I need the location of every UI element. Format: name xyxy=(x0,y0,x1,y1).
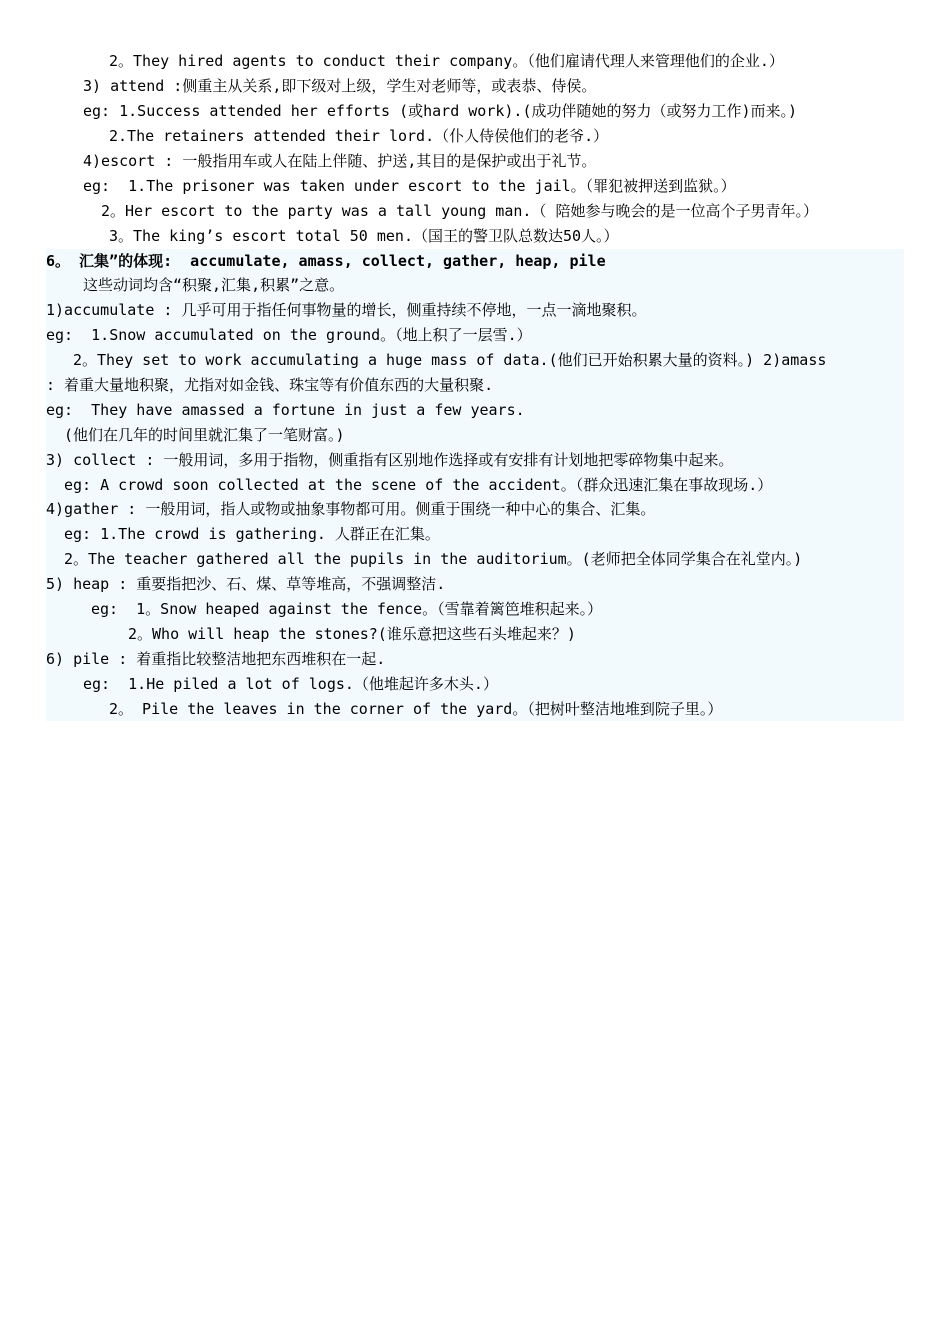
text-line: eg: A crowd soon collected at the scene of the accident。（群众迅速汇集在事故现场.） xyxy=(64,476,773,494)
text-line: : 着重大量地积聚，尤指对如金钱、珠宝等有价值东西的大量积聚. xyxy=(46,376,494,394)
text-line: 3。The king’s escort total 50 men.（国王的警卫队总数达50人。） xyxy=(109,227,619,245)
text-line: (他们在几年的时间里就汇集了一笔财富。) xyxy=(64,426,345,444)
text-line: eg: 1.He piled a lot of logs.（他堆起许多木头.） xyxy=(83,675,498,693)
section-heading: 6。 汇集”的体现: accumulate, amass, collect, gather, heap, pile xyxy=(46,252,606,270)
text-line: eg: 1.Success attended her efforts (或hard work).(成功伴随她的努力（或努力工作)而来。) xyxy=(83,102,798,120)
text-line: 这些动词均含“积聚,汇集,积累”之意。 xyxy=(83,276,345,294)
text-line: 2.The retainers attended their lord.（仆人侍侯他们的老爷.） xyxy=(109,127,609,145)
text-line: 5) heap : 重要指把沙、石、煤、草等堆高，不强调整洁. xyxy=(46,575,446,593)
text-line: 2。They set to work accumulating a huge mass of data.(他们已开始积累大量的资料。) 2)amass xyxy=(73,351,827,369)
text-line: 6) pile : 着重指比较整洁地把东西堆积在一起. xyxy=(46,650,386,668)
text-line: eg: 1.The crowd is gathering. 人群正在汇集。 xyxy=(64,525,440,543)
text-line: eg: 1.Snow accumulated on the ground。（地上积了一层雪.） xyxy=(46,326,532,344)
text-line: eg: They have amassed a fortune in just a few years. xyxy=(46,401,525,419)
text-line: 4)escort : 一般指用车或人在陆上伴随、护送,其目的是保护或出于礼节。 xyxy=(83,152,597,170)
text-line: 3) attend :侧重主从关系,即下级对上级，学生对老师等，或表恭、侍侯。 xyxy=(83,77,597,95)
text-line: 2。Her escort to the party was a tall young man.（ 陪她参与晚会的是一位高个子男青年。） xyxy=(101,202,818,220)
text-line: 2。 Pile the leaves in the corner of the yard。（把树叶整洁地堆到院子里。） xyxy=(109,700,723,718)
text-line: eg: 1。Snow heaped against the fence。（雪靠着篱笆堆积起来。） xyxy=(91,600,603,618)
text-line: 2。The teacher gathered all the pupils in the auditorium。(老师把全体同学集合在礼堂内。) xyxy=(64,550,803,568)
text-line: 1)accumulate : 几乎可用于指任何事物量的增长，侧重持续不停地，一点一滴地聚积。 xyxy=(46,301,647,319)
text-line: 2。Who will heap the stones?(谁乐意把这些石头堆起来？) xyxy=(128,625,576,643)
text-line: eg: 1.The prisoner was taken under escort to the jail。（罪犯被押送到监狱。） xyxy=(83,177,736,195)
text-line: 3) collect : 一般用词，多用于指物，侧重指有区别地作选择或有安排有计划地把零碎物集中起来。 xyxy=(46,451,734,469)
text-line: 2。They hired agents to conduct their company。（他们雇请代理人来管理他们的企业.） xyxy=(109,52,784,70)
text-line: 4)gather : 一般用词，指人或物或抽象事物都可用。侧重于围绕一种中心的集合、汇集。 xyxy=(46,500,656,518)
